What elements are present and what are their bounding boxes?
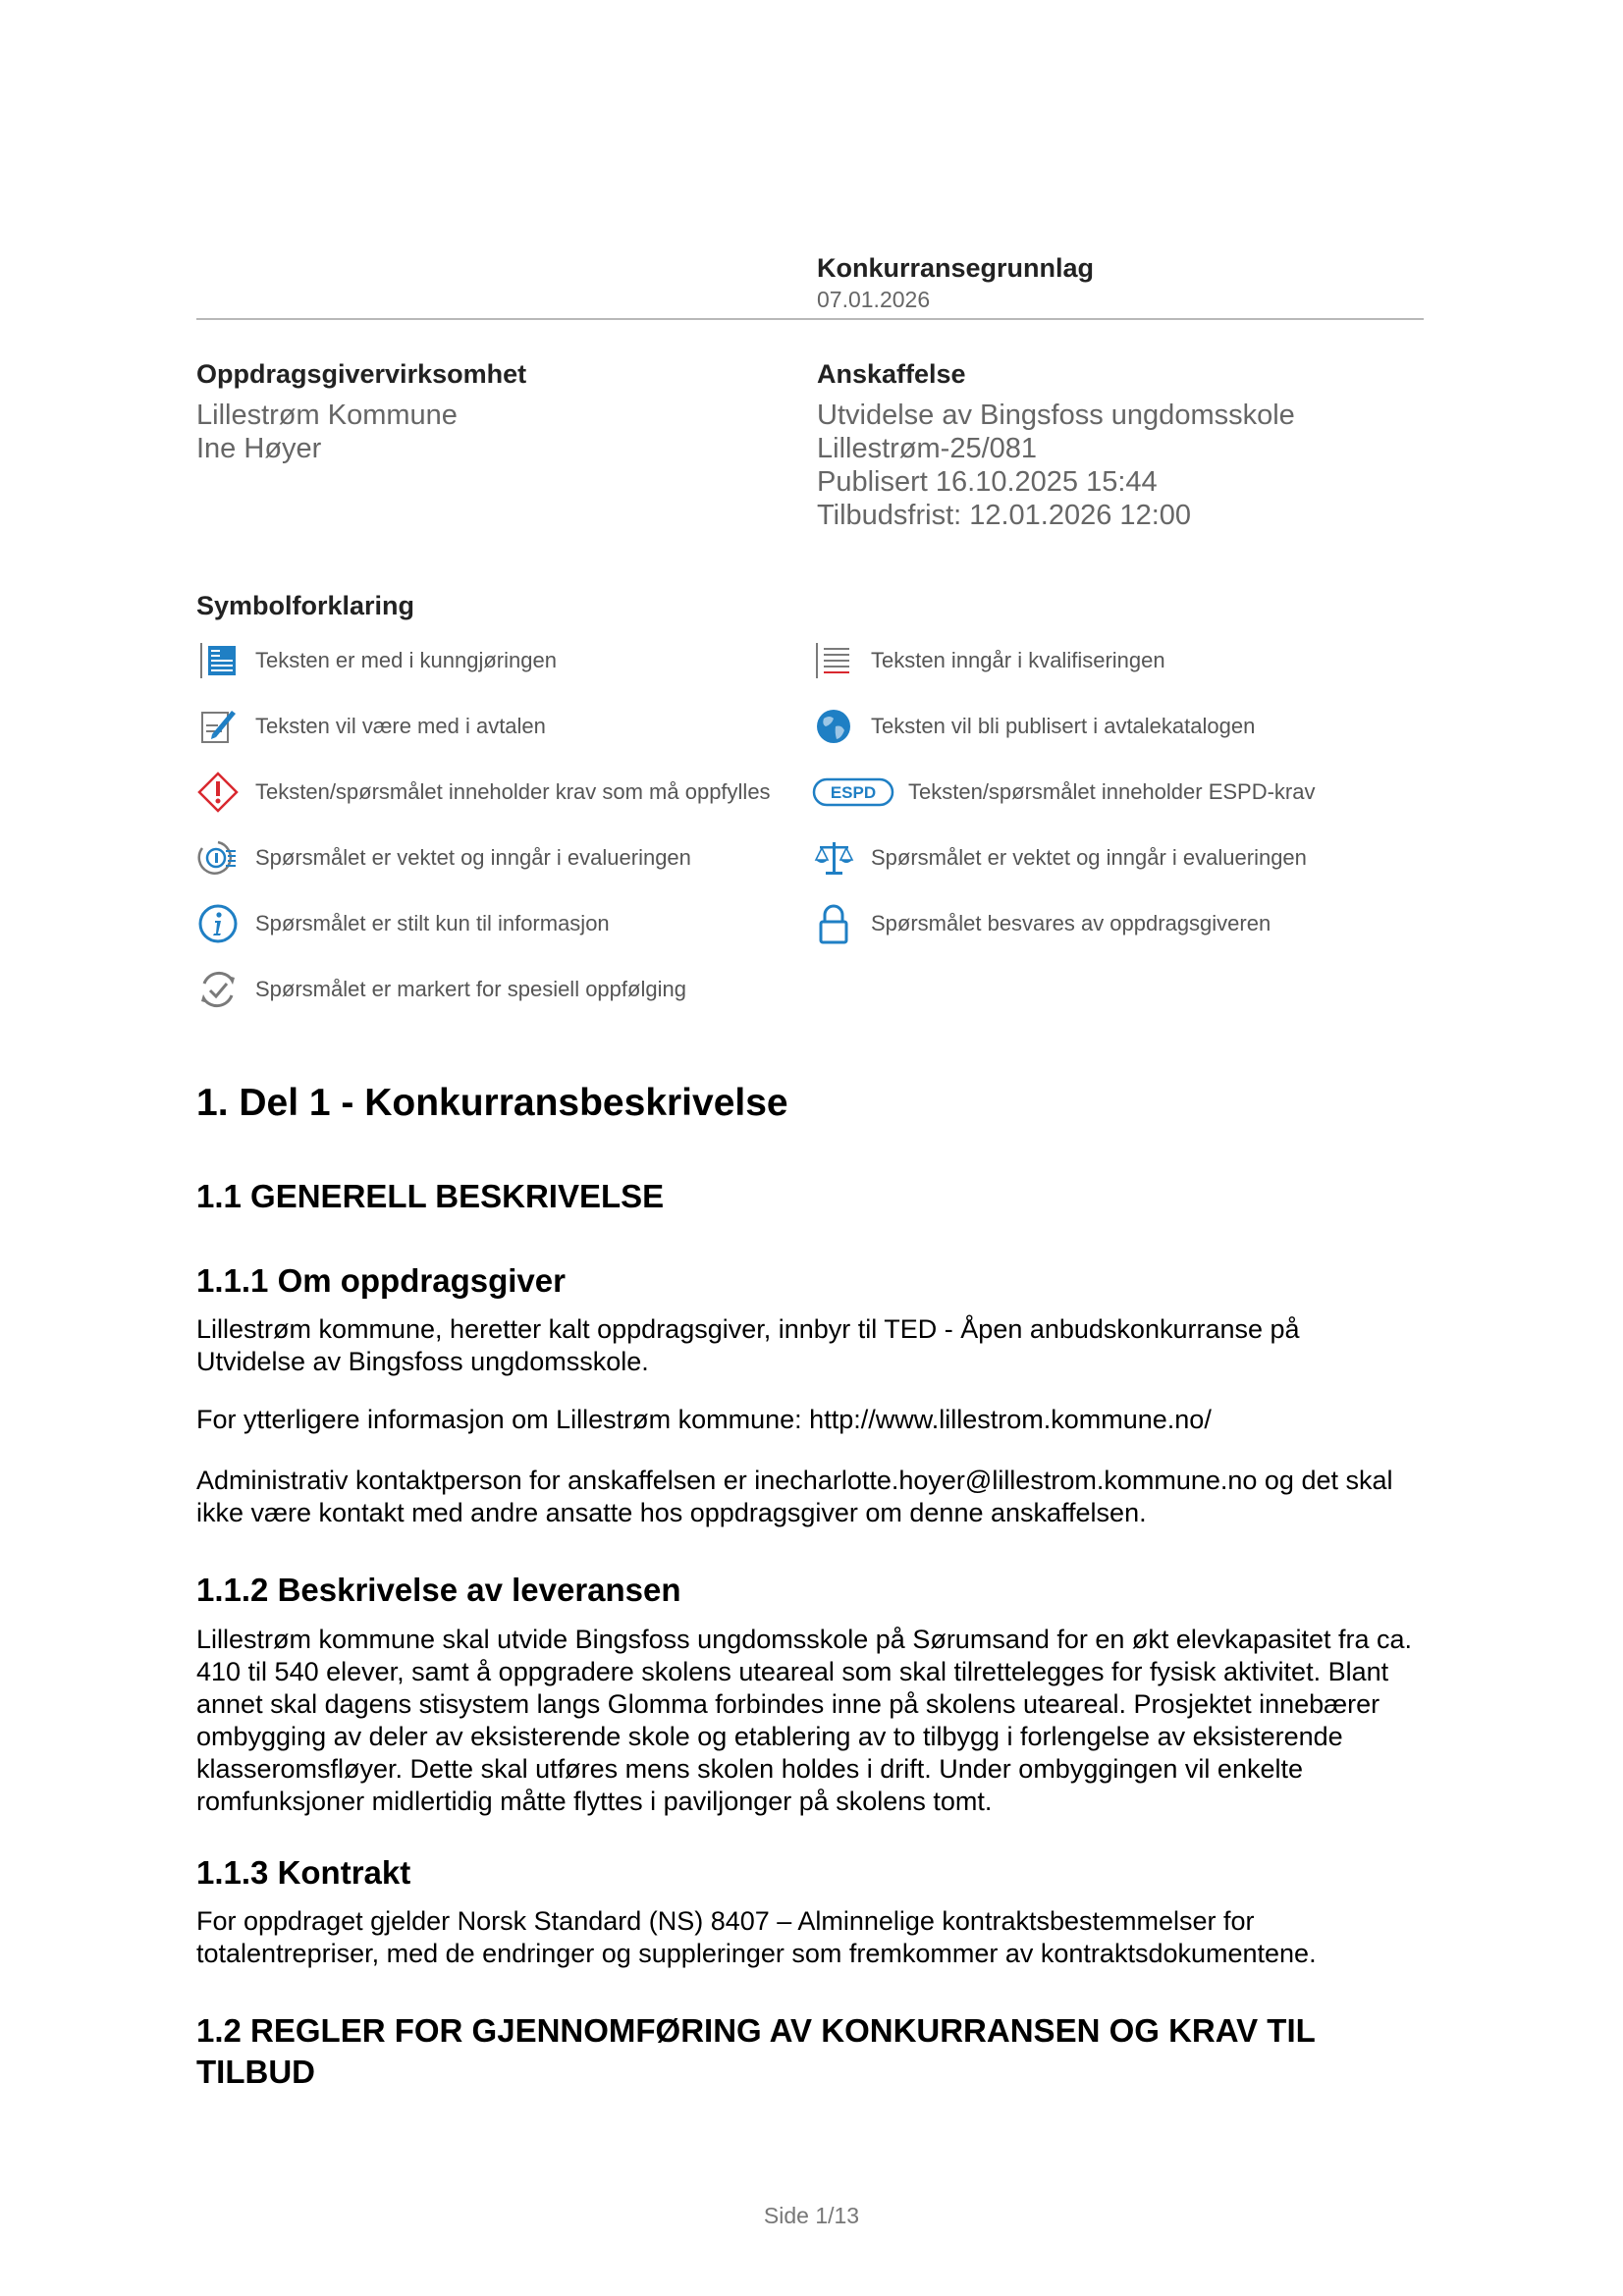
section-1-1-heading: 1.1 GENERELL BESKRIVELSE: [196, 1178, 665, 1214]
legend-item-followup: [196, 968, 686, 1011]
legend-label: Teksten/spørsmålet inneholder krav som må oppfylles: [255, 779, 771, 804]
legend-label: Teksten/spørsmålet inneholder ESPD-krav: [908, 779, 1316, 804]
paragraph-delivery-description: Lillestrøm kommune skal utvide Bingsfoss ungdomsskole på Sørumsand for en økt elevkapasitet fra ca. 410 til 540 elever, samt å oppgradere skolens uteareal som skal tilrettelegges for fysisk aktivitet. Blant annet skal dagens stisystem langs Glomma forbindes inne på skolens uteareal. Prosjektet innebærer ombygging av deler av eksisterende skole og etablering av to tilbygg i forlengelse av eksisterende klasseromsfløyer. Dette skal utføres mens skolen holdes i drift. Under ombyggingen vil enkelte romfunksjoner midlertidig måtte flyttes i paviljonger på skolens tomt.: [196, 1625, 1413, 1816]
announcement-icon: [196, 639, 242, 682]
lock-icon: [812, 902, 857, 945]
authority-name: Lillestrøm Kommune: [196, 400, 458, 431]
legend-label: Spørsmålet er vektet og inngår i evalueringen: [255, 845, 691, 870]
qualification-icon: [812, 639, 857, 682]
tender-deadline: Tilbudsfrist: 12.01.2026 12:00: [817, 500, 1192, 531]
section-1-1-1-heading: 1.1.1 Om oppdragsgiver: [196, 1262, 566, 1299]
paragraph-about-authority: Lillestrøm kommune, heretter kalt oppdragsgiver, innbyr til TED - Åpen anbudskonkurranse på Utvidelse av Bingsfoss ungdomsskole.: [196, 1314, 1300, 1376]
warning-icon: [196, 771, 242, 814]
weighted-list-icon: [196, 836, 242, 880]
contract-icon: [196, 705, 242, 748]
legend-item-qualification: [812, 639, 1165, 682]
section-1-1-2-heading: 1.1.2 Beskrivelse av leveransen: [196, 1572, 681, 1608]
section-1-2-heading: 1.2 REGLER FOR GJENNOMFØRING AV KONKURRANSEN OG KRAV TIL TILBUD: [196, 2012, 1316, 2090]
procurement-name: Utvidelse av Bingsfoss ungdomsskole: [817, 400, 1295, 431]
legend-label: Spørsmålet er stilt kun til informasjon: [255, 911, 610, 935]
info-icon: [196, 902, 242, 945]
legend-item-espd: [812, 771, 1316, 814]
document-title: Konkurransegrunnlag: [817, 253, 1095, 283]
legend-item-info: [196, 902, 610, 945]
paragraph-contract: For oppdraget gjelder Norsk Standard (NS) 8407 – Alminnelige kontraktsbestemmelser for totalentrepriser, med de endringer og suppleringer som fremkommer av kontraktsdokumentene.: [196, 1906, 1317, 1968]
legend-label: Spørsmålet besvares av oppdragsgiveren: [871, 911, 1271, 935]
paragraph-contact-person: Administrativ kontaktperson for anskaffelsen er inecharlotte.hoyer@lillestrom.kommune.no og det skal ikke være kontakt med andre ansatte hos oppdragsgiver om denne anskaffelsen.: [196, 1466, 1393, 1527]
legend-label: Teksten er med i kunngjøringen: [255, 648, 557, 672]
header-divider: [196, 318, 1424, 320]
page-number: Side 1/13: [763, 2203, 860, 2228]
section-1-1-3-heading: 1.1.3 Kontrakt: [196, 1854, 411, 1891]
published-date: Publisert 16.10.2025 15:44: [817, 466, 1158, 498]
procurement-heading: Anskaffelse: [817, 359, 966, 389]
legend-item-catalog: [812, 705, 1255, 748]
section-1-heading: 1. Del 1 - Konkurransbeskrivelse: [196, 1082, 788, 1124]
procurement-reference: Lillestrøm-25/081: [817, 433, 1038, 464]
legend-label: Spørsmålet er markert for spesiell oppfølging: [255, 977, 686, 1001]
legend-item-contract: [196, 705, 546, 748]
document-date: 07.01.2026: [817, 287, 931, 312]
scales-icon: [812, 836, 857, 880]
legend-label: Teksten inngår i kvalifiseringen: [871, 648, 1165, 672]
legend-item-requirement: [196, 771, 771, 814]
legend-label: Spørsmålet er vektet og inngår i evalueringen: [871, 845, 1307, 870]
globe-icon: [812, 705, 857, 748]
legend-label: Teksten vil være med i avtalen: [255, 714, 546, 738]
procurement-info: [817, 399, 1295, 532]
contracting-authority-info: [196, 399, 458, 465]
legend-item-announcement: [196, 639, 557, 682]
followup-icon: [196, 968, 242, 1011]
paragraph-more-info: For ytterligere informasjon om Lillestrøm kommune: http://www.lillestrom.kommune.no/: [196, 1405, 1212, 1434]
legend-item-scales: [812, 836, 1307, 880]
symbol-legend-title: Symbolforklaring: [196, 591, 415, 620]
contact-name: Ine Høyer: [196, 433, 322, 464]
legend-label: Teksten vil bli publisert i avtalekatalogen: [871, 714, 1256, 738]
legend-item-weighted: [196, 836, 691, 880]
contracting-authority-heading: Oppdragsgivervirksomhet: [196, 359, 527, 389]
espd-icon: [812, 771, 896, 814]
espd-badge-text: ESPD: [830, 783, 877, 802]
legend-item-lock: [812, 902, 1271, 945]
